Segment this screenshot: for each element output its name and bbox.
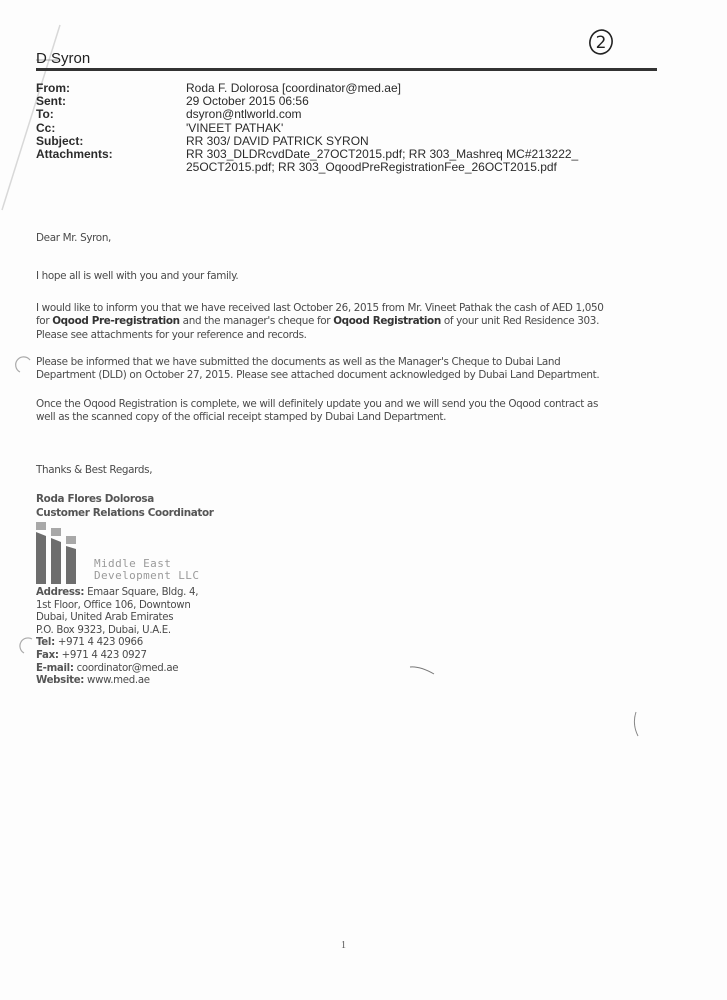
- contact-label: Fax:: [36, 649, 59, 661]
- contact-label: Address:: [36, 587, 85, 598]
- header-value-attachments: [186, 148, 656, 174]
- hole-punch-mark-icon: [16, 636, 36, 656]
- header-label: To:: [36, 107, 54, 122]
- contact-address-line-2: 1st Floor, Office 106, Downtown: [36, 599, 191, 611]
- header-label: Sent:: [36, 94, 66, 109]
- contact-website: [36, 675, 198, 688]
- attachments-line-2: 25OCT2015.pdf; RR 303_OqoodPreRegistrationFee_26OCT2015.pdf: [186, 160, 557, 175]
- pen-mark-icon: [408, 664, 438, 678]
- attachments-line-1: RR 303_DLDRcvdDate_27OCT2015.pdf; RR 303_Mashreq MC#213222_: [186, 147, 579, 162]
- document-title: D Syron: [36, 50, 91, 67]
- header-value-to: dsyron@ntlworld.com: [186, 107, 302, 122]
- header-label: From:: [36, 81, 70, 95]
- header-row-from: [36, 82, 656, 95]
- title-rule: [36, 68, 657, 71]
- contact-address-line-3: Dubai, United Arab Emirates: [36, 612, 174, 624]
- p2-bold-registration: Oqood Registration: [333, 315, 441, 328]
- contact-value: Emaar Square, Bldg. 4,: [87, 587, 199, 598]
- contact-address: [36, 587, 198, 600]
- contact-block: [36, 587, 198, 688]
- contact-label: Website:: [36, 675, 85, 687]
- pen-mark-icon: [630, 710, 650, 740]
- logo-text-line-2: Development LLC: [94, 569, 200, 582]
- paragraph-4: [36, 398, 696, 425]
- logo-text: [94, 558, 199, 582]
- paragraph-2: [36, 302, 696, 342]
- contact-value: +971 4 423 0966: [57, 637, 143, 649]
- page-number: 1: [341, 940, 346, 951]
- contact-tel: [36, 637, 198, 650]
- handwritten-page-mark-icon: [585, 24, 619, 58]
- header-value-from: Roda F. Dolorosa [coordinator@med.ae]: [186, 81, 401, 95]
- header-label: Cc:: [36, 120, 56, 135]
- contact-value: www.med.ae: [87, 675, 150, 687]
- contact-value: +971 4 423 0927: [61, 649, 147, 661]
- header-label: Subject:: [36, 133, 84, 148]
- contact-email: [36, 663, 198, 676]
- header-row-sent: [36, 95, 656, 108]
- header-value-cc: 'VINEET PATHAK': [186, 120, 284, 135]
- p2-line-1: I would like to inform you that we have received last October 26, 2015 from Mr. Vineet Pathak the cash of AED 1,050: [36, 302, 604, 314]
- header-value-sent: 29 October 2015 06:56: [186, 94, 309, 109]
- header-value-subject: RR 303/ DAVID PATRICK SYRON: [186, 133, 369, 148]
- p2-text: for: [36, 315, 53, 328]
- paragraph-3: [36, 356, 696, 383]
- header-row-cc: [36, 122, 656, 135]
- header-label: Attachments:: [36, 147, 113, 162]
- paragraph-1: I hope all is well with you and your family.: [36, 270, 239, 282]
- logo-text-line-1: Middle East: [94, 557, 172, 570]
- contact-value: coordinator@med.ae: [76, 662, 179, 674]
- company-logo: [36, 522, 226, 584]
- p2-line-2: [36, 315, 696, 328]
- closing: Thanks & Best Regards,: [36, 464, 153, 476]
- p2-text: of your unit Red Residence 303.: [440, 315, 600, 328]
- p2-text: and the manager's cheque for: [179, 315, 334, 328]
- p2-line-3: Please see attachments for your reference and records.: [36, 328, 307, 341]
- contact-fax: [36, 650, 198, 663]
- header-row-attachments: [36, 148, 656, 174]
- p4-line-2: well as the scanned copy of the official receipt stamped by Dubai Land Department.: [36, 411, 447, 424]
- page-mark-text: 2: [595, 33, 607, 53]
- signature-role: Customer Relations Coordinator: [36, 507, 214, 519]
- p3-line-1: Please be informed that we have submitted the documents as well as the Manager's Cheque to Dubai Land: [36, 356, 561, 368]
- p2-bold-preregistration: Oqood Pre-registration: [52, 315, 180, 328]
- contact-label: E-mail:: [36, 662, 74, 674]
- email-header: [36, 82, 656, 174]
- signature-name: Roda Flores Dolorosa: [36, 493, 154, 505]
- logo-bars-icon: [36, 522, 80, 584]
- header-row-to: [36, 108, 656, 121]
- contact-label: Tel:: [36, 637, 55, 649]
- greeting: Dear Mr. Syron,: [36, 232, 112, 244]
- hole-punch-mark-icon: [14, 356, 34, 376]
- p3-line-2: Department (DLD) on October 27, 2015. Please see attached document acknowledged by Dubai Land Department.: [36, 369, 600, 382]
- p4-line-1: Once the Oqood Registration is complete, we will definitely update you and we will send you the Oqood contract as: [36, 398, 599, 410]
- contact-address-line-4: P.O. Box 9323, Dubai, U.A.E.: [36, 624, 171, 636]
